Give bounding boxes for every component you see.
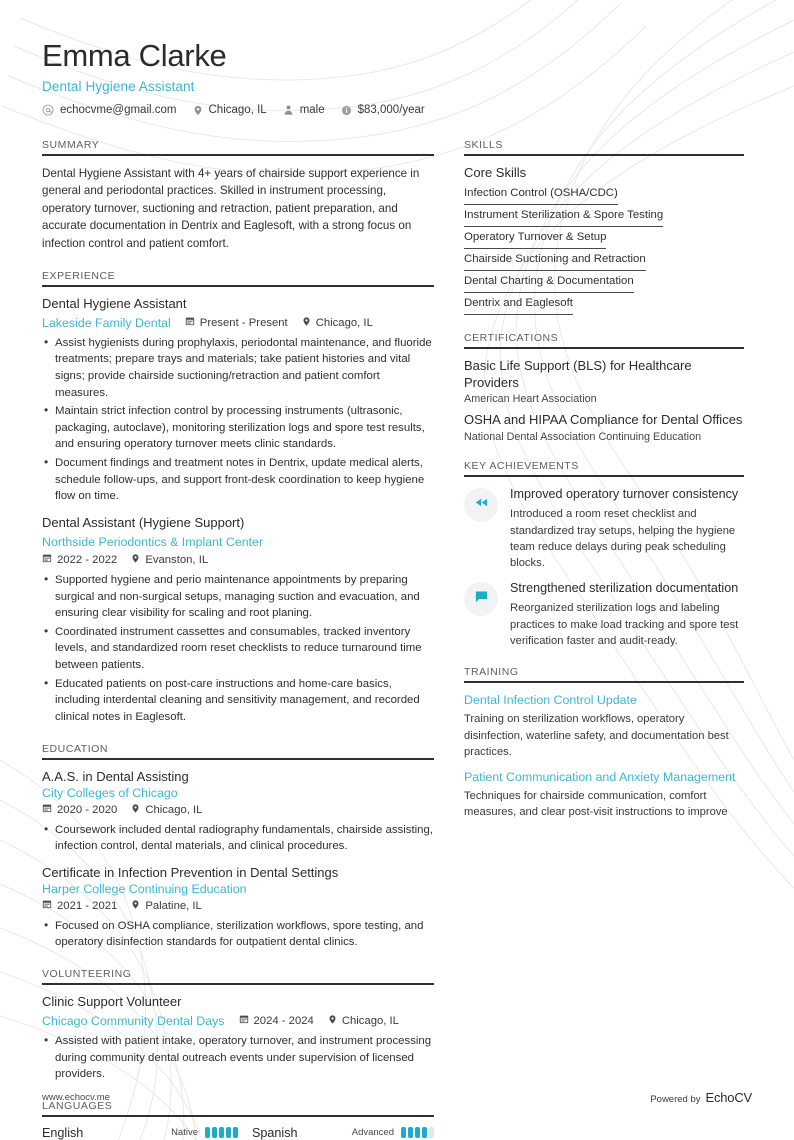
- calendar-icon: [239, 1014, 249, 1027]
- education-list: [42, 760, 434, 951]
- language-name: English: [42, 1125, 84, 1140]
- entry-meta: [42, 803, 434, 817]
- certification-issuer: American Heart Association: [464, 393, 597, 406]
- language-name: Spanish: [252, 1125, 298, 1140]
- entry-dates: [239, 1014, 314, 1027]
- contact-location: [193, 104, 267, 117]
- training-description: Techniques for chairside communication, comfort measures, and clear post-visit instructions to improve: [464, 790, 728, 819]
- section-title-achievements: KEY ACHIEVEMENTS: [464, 460, 579, 473]
- entry-meta: [42, 316, 434, 330]
- entry-bullets: [42, 572, 434, 726]
- entry-school[interactable]: Harper College Continuing Education: [42, 881, 247, 896]
- entry-bullets: [42, 335, 434, 505]
- language-rating: [205, 1127, 238, 1138]
- contact-list: [42, 104, 752, 117]
- language-level: Native: [171, 1127, 198, 1139]
- entry-location-value: Evanston, IL: [145, 553, 209, 566]
- powered-by-label: Powered by: [650, 1094, 701, 1105]
- headline: Dental Hygiene Assistant: [42, 78, 195, 94]
- entry-dates-value: 2021 - 2021: [57, 899, 118, 912]
- entry-location: [131, 803, 202, 817]
- entry-role: Clinic Support Volunteer: [42, 993, 182, 1009]
- training-name[interactable]: Patient Communication and Anxiety Management: [464, 770, 736, 784]
- volunteering-list: [42, 985, 434, 1083]
- section-certifications: [464, 332, 744, 444]
- section-languages: [42, 1100, 434, 1140]
- entry-location-value: Palatine, IL: [145, 899, 202, 912]
- entry-organization[interactable]: Lakeside Family Dental: [42, 315, 171, 330]
- rating-dot: [415, 1127, 420, 1138]
- section-title-experience: EXPERIENCE: [42, 269, 116, 282]
- fast-rewind-icon: [474, 495, 489, 515]
- bullet-item: • Maintain strict infection control by processing instruments (ultrasonic, packaging, autoclave), monitoring sterilization logs and spore test results, and ensuring operatory turnover meets clinic standards.: [42, 403, 434, 453]
- entry-dates: [42, 553, 117, 567]
- contact-salary-value: $83,000/year: [357, 104, 425, 117]
- rating-dot: [408, 1127, 413, 1138]
- location-pin-icon: [328, 1014, 337, 1028]
- entry-meta: [42, 899, 434, 913]
- entry-degree: Certificate in Infection Prevention in Dental Settings: [42, 864, 339, 880]
- location-pin-icon: [131, 803, 140, 817]
- brand-logo: EchoCV: [705, 1090, 752, 1105]
- footer-url[interactable]: www.echocv.me: [42, 1092, 110, 1103]
- entry-location-value: Chicago, IL: [145, 803, 203, 816]
- bullet-item: • Educated patients on post-care instructions and home-care basics, including interdental cleaning and sensitivity management, and recorded clinical notes in Eaglesoft.: [42, 676, 434, 726]
- calendar-icon: [42, 899, 52, 912]
- bullet-item: • Document findings and treatment notes in Dentrix, update medical alerts, schedule follow-ups, and support front-desk coordination to keep hygiene flow on time.: [42, 455, 434, 505]
- right-column: [464, 139, 744, 1140]
- rating-dot: [212, 1127, 217, 1138]
- entry-dates: [42, 899, 117, 912]
- location-pin-icon: [131, 553, 140, 567]
- bullet-item: • Supported hygiene and perio maintenance appointments by preparing surgical and non-surgical setups, managing suction and evacuation, and ensuring clear visibility for scaling and root planing.: [42, 572, 434, 622]
- skill-name: Dental Charting & Documentation: [464, 275, 634, 293]
- section-skills: [464, 139, 744, 315]
- entry-school[interactable]: City Colleges of Chicago: [42, 785, 178, 800]
- entry-dates-value: 2020 - 2020: [57, 803, 118, 816]
- achievement-item: [464, 486, 744, 571]
- education-entry: [42, 769, 434, 855]
- entry-bullets: [42, 822, 434, 855]
- entry-location: [131, 899, 202, 913]
- skill-item: [464, 231, 744, 249]
- training-list: [464, 683, 744, 820]
- training-item: [464, 769, 744, 821]
- skill-name: Chairside Suctioning and Retraction: [464, 253, 646, 271]
- entry-dates-value: Present - Present: [199, 316, 288, 329]
- rating-dot: [205, 1127, 210, 1138]
- section-training: [464, 666, 744, 820]
- entry-dates-value: 2022 - 2022: [57, 553, 118, 566]
- section-title-certifications: CERTIFICATIONS: [464, 331, 559, 344]
- skill-item: [464, 275, 744, 293]
- language-level: Advanced: [351, 1127, 394, 1139]
- contact-gender: [283, 104, 325, 116]
- experience-entry: [42, 296, 434, 505]
- skills-group-title: Core Skills: [464, 164, 527, 180]
- left-column: [42, 139, 434, 1140]
- footer-powered-by: [650, 1090, 752, 1105]
- entry-degree: A.A.S. in Dental Assisting: [42, 768, 189, 784]
- section-education: [42, 743, 434, 951]
- section-title-training: TRAINING: [464, 666, 519, 679]
- achievement-title: Improved operatory turnover consistency: [510, 487, 739, 502]
- bullet-item: • Coursework included dental radiography fundamentals, chairside assisting, infection control, dental materials, and clinical procedures.: [42, 822, 434, 855]
- contact-email: [42, 104, 177, 116]
- skill-item: [464, 187, 744, 205]
- rating-dot: [422, 1127, 427, 1138]
- rating-dot: [429, 1127, 434, 1138]
- entry-role: Dental Hygiene Assistant: [42, 295, 187, 311]
- section-title-skills: SKILLS: [464, 138, 503, 151]
- bullet-item: • Coordinated instrument cassettes and consumables, tracked inventory levels, and standardized room reset checklists to reduce turnaround time between patients.: [42, 624, 434, 674]
- languages-list: [42, 1126, 434, 1140]
- calendar-icon: [42, 803, 52, 816]
- skill-item: [464, 253, 744, 271]
- location-pin-icon: [193, 104, 203, 117]
- chat-bubble-icon: [474, 589, 489, 609]
- achievement-icon-wrap: [464, 582, 498, 616]
- achievement-icon-wrap: [464, 488, 498, 522]
- entry-organization[interactable]: Northside Periodontics & Implant Center: [42, 534, 264, 549]
- skill-name: Dentrix and Eaglesoft: [464, 297, 573, 315]
- section-title-languages: LANGUAGES: [42, 1099, 113, 1112]
- certifications-list: [464, 349, 744, 444]
- entry-location: [131, 553, 208, 567]
- achievement-title: Strengthened sterilization documentation: [510, 581, 739, 596]
- contact-gender-value: male: [299, 104, 325, 117]
- entry-bullets: [42, 1033, 434, 1083]
- section-experience: [42, 270, 434, 726]
- training-description: Training on sterilization workflows, operatory disinfection, waterline safety, and documentation best practices.: [464, 713, 729, 758]
- section-achievements: [464, 460, 744, 649]
- certification-item: [464, 412, 744, 443]
- entry-dates: [185, 316, 288, 329]
- section-title-summary: SUMMARY: [42, 138, 100, 151]
- certification-name: Basic Life Support (BLS) for Healthcare Providers: [464, 357, 692, 390]
- page-title: Emma Clarke: [42, 38, 227, 73]
- person-icon: [283, 104, 294, 116]
- page-footer: [42, 1090, 752, 1105]
- rating-dot: [219, 1127, 224, 1138]
- contact-salary: [341, 104, 425, 116]
- section-summary: [42, 139, 434, 253]
- entry-bullets: [42, 918, 434, 951]
- entry-location: [302, 316, 373, 330]
- bullet-item: • Focused on OSHA compliance, sterilization workflows, spore testing, and operatory disinfection standards for outpatient dental clinics.: [42, 918, 434, 951]
- rating-dot: [226, 1127, 231, 1138]
- skill-name: Infection Control (OSHA/CDC): [464, 187, 618, 205]
- calendar-icon: [42, 553, 52, 566]
- certification-issuer: National Dental Association Continuing Education: [464, 431, 702, 444]
- achievement-description: Introduced a room reset checklist and standardized tray setups, helping the hygiene team reduce delays during peak scheduling blocks.: [510, 508, 736, 570]
- certification-name: OSHA and HIPAA Compliance for Dental Offices: [464, 412, 743, 428]
- entry-role: Dental Assistant (Hygiene Support): [42, 514, 245, 530]
- training-item: [464, 692, 744, 760]
- achievements-list: [464, 477, 744, 649]
- summary-text: Dental Hygiene Assistant with 4+ years of chairside support experience in general and periodontal practices. Skilled in instrument processing, operatory turnover, suctioning and retraction, patient preparation, and accurate documentation in Dentrix and Eaglesoft, with a strong focus on infection control and patient comfort.: [42, 166, 420, 251]
- experience-entry: [42, 515, 434, 726]
- experience-list: [42, 287, 434, 726]
- certification-item: [464, 358, 744, 406]
- language-item: [238, 1126, 434, 1140]
- entry-location-value: Chicago, IL: [341, 1014, 399, 1027]
- location-pin-icon: [131, 899, 140, 913]
- training-name[interactable]: Dental Infection Control Update: [464, 693, 637, 708]
- skills-list: [464, 156, 744, 315]
- resume-columns: [42, 139, 752, 1140]
- bullet-item: • Assist hygienists during prophylaxis, periodontal maintenance, and fluoride treatments; prepare trays and materials; take patient histories and vital signs; provide chairside suctioning/retraction and patient comfort measures.: [42, 335, 434, 402]
- email-icon: [42, 104, 54, 116]
- bullet-item: • Assisted with patient intake, operatory turnover, and instrument processing during community dental outreach events under supervision of licensed providers.: [42, 1033, 434, 1083]
- entry-dates: [42, 803, 117, 816]
- skill-name: Operatory Turnover & Setup: [464, 231, 606, 249]
- skill-item: [464, 209, 744, 227]
- volunteering-entry: [42, 994, 434, 1083]
- language-rating: [401, 1127, 434, 1138]
- entry-location-value: Chicago, IL: [315, 316, 373, 329]
- entry-meta: [42, 535, 434, 567]
- achievement-item: [464, 580, 744, 649]
- language-item: [42, 1126, 238, 1140]
- rating-dot: [401, 1127, 406, 1138]
- contact-location-value: Chicago, IL: [208, 104, 267, 117]
- section-title-education: EDUCATION: [42, 742, 109, 755]
- achievement-description: Reorganized sterilization logs and labeling practices to make load tracking and spore test verification faster and audit-ready.: [510, 602, 739, 647]
- education-entry: [42, 865, 434, 951]
- info-circle-icon: [341, 105, 352, 116]
- section-title-volunteering: VOLUNTEERING: [42, 967, 132, 980]
- entry-meta: [42, 1014, 434, 1028]
- location-pin-icon: [302, 316, 311, 330]
- entry-location: [328, 1014, 399, 1028]
- contact-email-value: echocvme@gmail.com: [60, 104, 177, 117]
- calendar-icon: [185, 316, 195, 329]
- skill-name: Instrument Sterilization & Spore Testing: [464, 209, 663, 227]
- resume-header: [42, 38, 752, 117]
- entry-organization[interactable]: Chicago Community Dental Days: [42, 1013, 225, 1028]
- skill-item: [464, 297, 744, 315]
- entry-dates-value: 2024 - 2024: [253, 1014, 314, 1027]
- section-volunteering: [42, 968, 434, 1083]
